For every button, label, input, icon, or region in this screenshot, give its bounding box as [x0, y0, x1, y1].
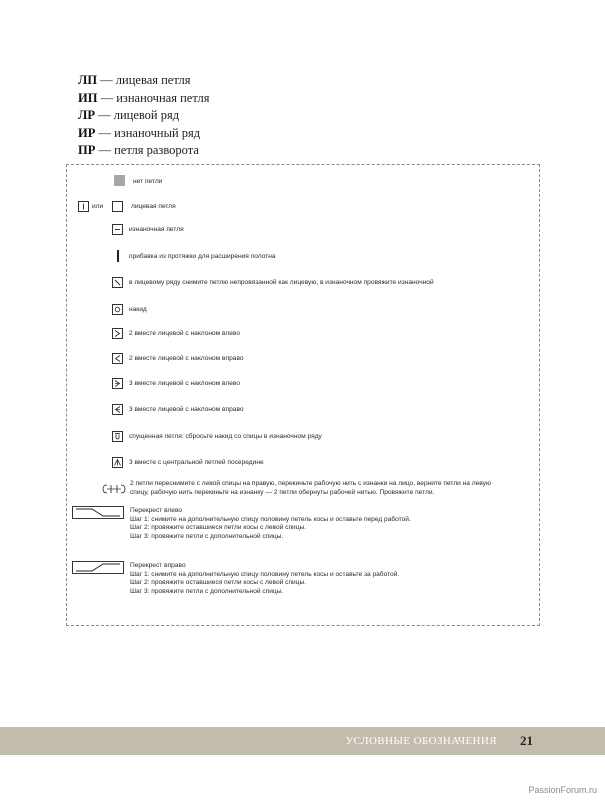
legend-label-purl: изнаночная петля	[129, 226, 184, 233]
legend-label-central: 3 вместе с центральной петлей посередине	[129, 459, 264, 466]
cable-left-step1: Шаг 1: снимите на дополнительную спицу половину петель косы и оставьте перед работой.	[130, 515, 411, 523]
abbreviation-code: ПР	[78, 143, 96, 157]
legend-label-k2tog-left: 2 вместе лицевой с наклоном влево	[129, 330, 241, 337]
slip-stitch-symbol-icon	[112, 277, 123, 288]
legend-or-word: или	[92, 203, 104, 210]
purl-symbol-icon	[112, 224, 123, 235]
legend-label-wrap-line2: спицу, рабочую нить перекиньте на изнанку — 2 петли обернуты рабочей нитью. Провяжите петли.	[130, 489, 435, 496]
legend-label-dropped: спущенная петля: сбросьте накид со спицы в изнаночном ряду	[129, 433, 322, 440]
abbreviations-list	[78, 72, 378, 160]
cable-right-step3: Шаг 3: провяжите петли с дополнительной спицы.	[130, 587, 284, 595]
cable-right-description	[130, 562, 399, 596]
abbreviation-text: — изнаночная петля	[100, 90, 210, 105]
legend-label-k3tog-left: 3 вместе лицевой с наклоном влево	[129, 380, 241, 387]
cable-right-step2: Шаг 2: провяжите оставшиеся петли косы с левой спицы.	[130, 579, 307, 587]
abbreviation-text: — петля разворота	[98, 143, 199, 157]
legend-label-knit: лицевая петля	[131, 203, 176, 210]
cable-left-symbol-icon	[72, 506, 124, 519]
k2tog-right-symbol-icon	[112, 353, 123, 364]
legend-label-increase: прибавка из протяжки для расширения полотна	[129, 253, 276, 260]
abbreviation-item	[78, 125, 378, 141]
footer-section-title: УСЛОВНЫЕ ОБОЗНАЧЕНИЯ	[345, 735, 497, 747]
knit-bar-symbol-icon	[78, 201, 89, 212]
abbreviation-code: ЛП	[78, 73, 98, 87]
cable-right-symbol-icon	[72, 561, 124, 574]
abbreviation-item	[78, 107, 378, 123]
legend-box	[66, 164, 540, 626]
cable-left-step3: Шаг 3: провяжите петли с дополнительной спицы.	[130, 532, 284, 540]
dropped-stitch-symbol-icon	[112, 431, 123, 442]
legend-label-k3tog-right: 3 вместе лицевой с наклоном вправо	[129, 406, 244, 413]
watermark: PassionForum.ru	[528, 785, 597, 795]
k2tog-left-symbol-icon	[112, 328, 123, 339]
page-number: 21	[520, 733, 533, 748]
increase-symbol-icon	[117, 250, 119, 262]
abbreviation-item	[78, 142, 378, 158]
abbreviation-code: ИП	[78, 90, 98, 105]
abbreviation-text: — изнаночный ряд	[98, 125, 201, 140]
abbreviation-code: ИР	[78, 125, 96, 140]
footer-band	[0, 727, 605, 755]
abbreviation-text: — лицевая петля	[100, 73, 191, 87]
abbreviation-code: ЛР	[78, 108, 95, 122]
legend-label-yarn-over: накид	[129, 306, 147, 313]
legend-label-k2tog-right: 2 вместе лицевой с наклоном вправо	[129, 355, 244, 362]
no-stitch-symbol-icon	[114, 175, 125, 186]
cable-left-step2: Шаг 2: провяжите оставшиеся петли косы с левой спицы.	[130, 524, 307, 532]
wrap-stitch-symbol-icon	[102, 484, 126, 494]
k3tog-left-symbol-icon	[112, 378, 123, 389]
abbreviation-text: — лицевой ряд	[98, 108, 180, 122]
legend-label-no-stitch: нет петли	[133, 178, 163, 185]
central-decrease-symbol-icon	[112, 457, 123, 468]
cable-right-step1: Шаг 1: снимите на дополнительную спицу половину петель косы и оставьте за работой.	[130, 570, 400, 578]
knit-empty-symbol-icon	[112, 201, 123, 212]
abbreviation-item	[78, 72, 378, 88]
yarn-over-symbol-icon	[112, 304, 123, 315]
cable-right-title: Перекрест вправо	[130, 562, 186, 569]
cable-left-description	[130, 507, 411, 541]
legend-label-slip: в лицевому ряду снимите петлю непровязанной как лицевую, в изнаночном провяжите изнаночной	[129, 279, 434, 286]
legend-label-wrap-line1: 2 петли переснимите с левой спицы на правую, перекиньте рабочую нить с изнанки на лицо, верните петли на левую	[130, 480, 491, 487]
cable-left-title: Перекрест влево	[130, 507, 183, 514]
k3tog-right-symbol-icon	[112, 404, 123, 415]
abbreviation-item	[78, 90, 378, 106]
